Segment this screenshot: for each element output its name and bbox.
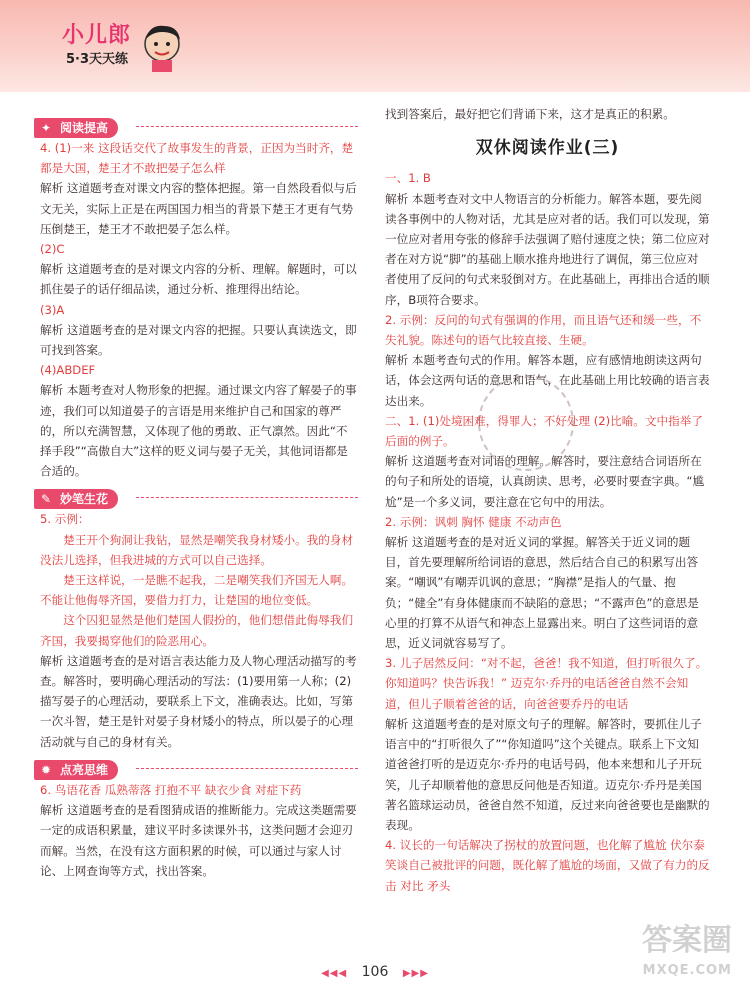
logo-main: 小儿郎 <box>62 23 132 48</box>
continued-text: 找到答案后，最好把它们背诵下来，这才是真正的积累。 <box>385 107 675 121</box>
explanation-r1-2: 解析 本题考查句式的作用。解答本题，应有感情地朗读这两句话，体会这两句话的意思和语气，在此基础上用比较确的语言表达出来。 <box>385 353 710 408</box>
answer-4-3: (3)A <box>40 302 65 317</box>
explanation-4-3: 解析 这道题考查的是对课文内容的把握。只要认真读选文，即可找到答案。 <box>40 322 357 358</box>
answer-4-4: (4)ABDEF <box>40 363 96 378</box>
explanation-4-1: 解析 这道题考查对课文内容的整体把握。第一自然段看似与后文无关，实际上正是在两国国力相当的背景下楚王才更有气势压倒楚王，楚王才不敢把晏子怎么样。 <box>40 181 357 236</box>
section-title: 点亮思维 <box>60 762 109 777</box>
explanation-4-2: 解析 这道题考查的是对课文内容的分析、理解。解题时，可以抓住晏子的话仔细品读，通过分析、推理得出结论。 <box>40 262 357 297</box>
left-column <box>40 116 358 881</box>
section-icon: ✹ <box>40 762 52 777</box>
answer-4-2: (2)C <box>40 242 65 257</box>
prev-arrows-icon: ◀◀◀ <box>321 968 348 979</box>
explanation-5: 解析 这道题考查的是对语言表达能力及人物心理活动描写的考查。解答时，要明确心理活动的写法：(1)要用第一人称；(2)描写晏子的心理活动，要联系上下文，准确表达。比如，写第一次斗智，楚王是针对晏子身材矮小的特点，所以晏子的心理活动就与自己的身材有关。 <box>40 653 357 749</box>
mascot-icon <box>140 22 184 74</box>
answer-r1-2: 2. 示例：反问的句式有强调的作用，而且语气还和缓一些，不失礼貌。陈述句的语气比较直接、生硬。 <box>385 312 702 348</box>
right-column <box>385 104 710 896</box>
stamp-overlay <box>478 375 574 471</box>
section-writing <box>40 487 358 507</box>
section-title: 妙笔生花 <box>60 492 109 507</box>
explanation-r2-1: 解析 这道题考查对词语的理解。解答时，要注意结合词语所在的句子和所处的语境，认真朗读、思考，必要时要查字典。“尴尬”是一个多义词，要注意在它句中的用法。 <box>385 454 705 509</box>
section-icon: ✦ <box>40 121 52 135</box>
answer-r2-2: 2. 示例：讽刺 胸怀 健康 不动声色 <box>385 514 562 529</box>
answer-r2-4: 4. 议长的一句话解决了拐杖的放置问题，也化解了尴尬 伏尔泰笑谈自己被批评的问题，既化解了尴尬的场面，又做了有力的反击 对比 矛头 <box>385 838 710 893</box>
page-title: 双休阅读作业(三) <box>475 138 620 159</box>
answer-r2-1: 二、1. (1)处境困难，得罪人；不好处理 (2)比喻。文中指举了后面的例子。 <box>385 413 703 449</box>
answer-5-p1: 楚王开个狗洞让我钻，显然是嘲笑我身材矮小。我的身材没法儿选择，但我进城的方式可以自己选择。 <box>40 532 354 567</box>
explanation-6: 解析 这道题考查的是看图猜成语的推断能力。完成这类题需要一定的成语积累量，建议平时多读课外书，这类问题才会迎刃而解。当然，在没有这方面积累的时候，可以通过与家人讨论、上网查询等方式，找出答案。 <box>40 803 357 878</box>
logo <box>62 18 132 67</box>
answer-5-p2: 楚王这样说，一是瞧不起我，二是嘲笑我们齐国无人啊。不能让他侮辱齐国，要借力打力，让楚国的地位变低。 <box>40 573 354 608</box>
watermark-main: 答案圈 <box>642 923 732 958</box>
explanation-r2-3: 解析 这道题考查的是对原文句子的理解。解答时，要抓住儿子语言中的“打听很久了”“你知道吗”这个关键点。联系上下文知道爸爸打听的是迈克尔·乔丹的电话号码，他本来想和儿子开玩笑，儿子却顺着他的意思反问他是否知道。迈克尔·乔丹是美国著名篮球运动员，爸爸自然不知道，反过来向爸爸要也是幽默的表现。 <box>385 716 710 832</box>
explanation-4-4: 解析 本题考查对人物形象的把握。通过课文内容了解晏子的事迹，我们可以知道晏子的言语是用来维护自己和国家的尊严的，所以充满智慧，又体现了他的勇敢、正气凛然。因此“不择手段”“高傲自大”这样的贬义词与晏子无关，其他词语都是合适的。 <box>40 383 357 479</box>
logo-sub: 5·3天天练 <box>66 52 129 67</box>
watermark-url: MXQE.COM <box>642 963 732 978</box>
section-reading <box>40 116 358 136</box>
answer-5-p3: 这个囚犯显然是他们楚国人假扮的，他们想借此侮辱我们齐国，我要揭穿他们的险恶用心。 <box>40 613 354 648</box>
answer-5-label: 5. 示例： <box>40 512 90 527</box>
next-arrows-icon: ▶▶▶ <box>402 968 429 979</box>
answer-6: 6. 鸟语花香 瓜熟蒂落 打抱不平 缺衣少食 对症下药 <box>40 782 302 797</box>
section-thinking <box>40 758 358 778</box>
explanation-r2-2: 解析 这道题考查的是对近义词的掌握。解答关于近义词的题目，首先要理解所给词语的意思，然后结合自己的积累写出答案。“嘲讽”有嘲弄讥讽的意思；“胸襟”是指人的气量、抱负；“健全”有身体健康而不缺陷的意思；“不露声色”的意思是心里的打算不从语气和神态上显露出来。明白了这些词语的意思，近义词就容易写了。 <box>385 535 699 651</box>
section-icon: ✎ <box>40 492 52 507</box>
answer-r2-3: 3. 儿子居然反问：“对不起，爸爸！我不知道，但打听很久了。你知道吗？快告诉我！” 迈克尔·乔丹的电话爸爸自然不会知道，但儿子顺着爸爸的话，向爸爸要乔丹的电话 <box>385 656 708 711</box>
answer-r1-1: 一、1. B <box>385 171 431 186</box>
explanation-r1-1: 解析 本题考查对文中人物语言的分析能力。解答本题，要先阅读各事例中的人物对话，尤其是应对者的话。我们可以发现，第一位应对者用夸张的修辞手法强调了赔付速度之快；第二位应对者在对方说“脚”的基础上顺水推舟地进行了调侃，第三位应对者使用了反问的句式来驳倒对方。在此基础上，再排出合适的顺序，B项符合要求。 <box>385 191 710 307</box>
answer-4-1: 4. (1)一来 这段话交代了故事发生的背景，正因为当时齐，楚都是大国，楚王才不敢把晏子怎么样 <box>40 141 354 176</box>
watermark <box>642 923 732 986</box>
section-title: 阅读提高 <box>60 121 109 135</box>
page-number-bar <box>0 964 750 980</box>
page-number: 106 <box>361 964 389 980</box>
